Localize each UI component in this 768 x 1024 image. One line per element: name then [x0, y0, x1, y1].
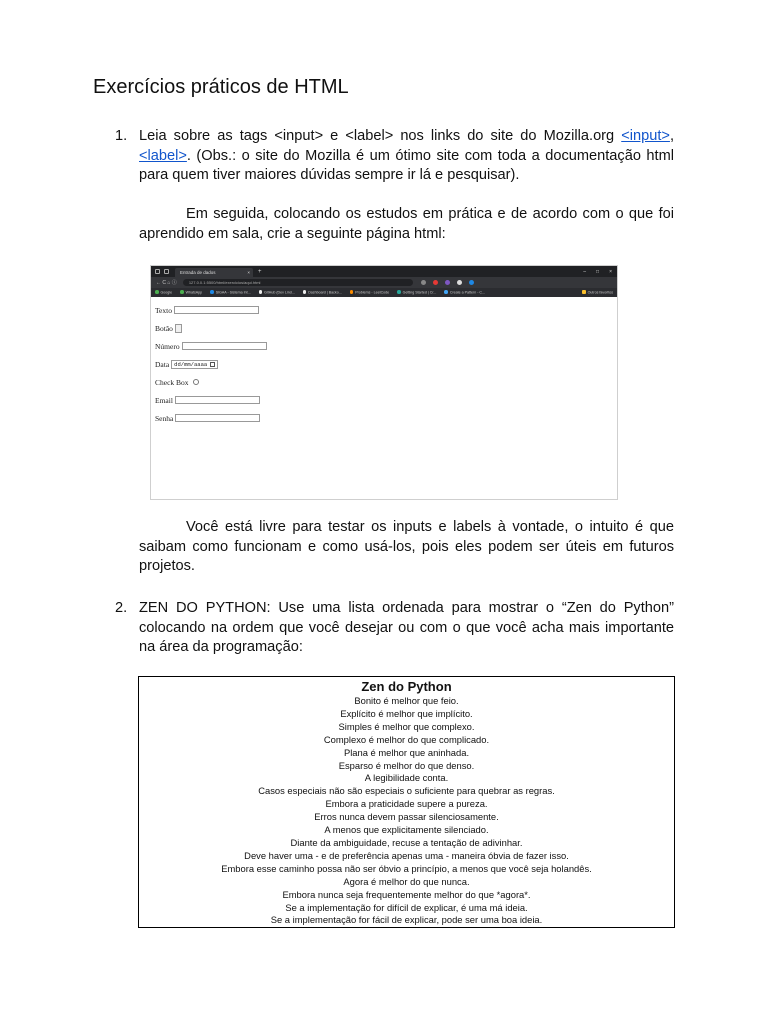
- form-row-checkbox: [155, 373, 613, 391]
- bookmark-icon: [210, 290, 214, 294]
- extension-icon: [433, 280, 438, 285]
- zen-of-python-box: [138, 676, 675, 928]
- tab-list-icon: [164, 269, 169, 274]
- folder-icon: [582, 290, 586, 294]
- form-row-email: [155, 391, 613, 409]
- zen-line: Agora é melhor do que nunca.: [343, 875, 470, 887]
- list-item-1: [115, 127, 674, 244]
- bookmark-icon: [397, 290, 401, 294]
- button-preview: [175, 324, 182, 333]
- bookmark-item: [155, 290, 172, 295]
- bookmark-label: WhatsApp: [185, 290, 203, 295]
- url-field: [183, 279, 413, 286]
- new-tab-icon: +: [258, 268, 262, 275]
- tab-close-icon: ×: [247, 270, 250, 275]
- bookmark-item: [397, 290, 436, 295]
- checkbox-preview: [193, 379, 199, 385]
- browser-tab: [175, 268, 253, 277]
- label-numero: Número: [155, 341, 180, 351]
- bookmark-item: [180, 290, 202, 295]
- bookmark-label: GitHub (Dev Lind...: [264, 290, 295, 295]
- label-checkbox: Check Box: [155, 377, 189, 387]
- list-item-2: [115, 599, 674, 658]
- zen-title: Zen do Python: [361, 679, 452, 694]
- date-input-preview: [171, 360, 218, 369]
- bookmark-icon: [444, 290, 448, 294]
- bookmark-item: [259, 290, 295, 295]
- extension-icon: [445, 280, 450, 285]
- close-icon: ×: [609, 268, 612, 275]
- example-form: [151, 297, 617, 431]
- zen-line: Esparso é melhor do que denso.: [338, 759, 475, 771]
- zen-line: Diante da ambiguidade, recuse a tentação de adivinhar.: [290, 836, 523, 848]
- form-row-texto: [155, 301, 613, 319]
- zen-line: Explícito é melhor que implícito.: [340, 707, 473, 719]
- paragraph-zen-instructions: ZEN DO PYTHON: Use uma lista ordenada para mostrar o “Zen do Python” colocando na ordem que você desejar ou com o que você acha mais importante na área da programação:: [139, 600, 674, 655]
- form-row-senha: [155, 409, 613, 427]
- email-input-preview: [175, 396, 260, 404]
- maximize-icon: □: [596, 268, 600, 275]
- intro-text: Leia sobre as tags <input> e <label> nos links do site do Mozilla.org: [139, 128, 622, 144]
- browser-address-bar: [151, 277, 617, 288]
- label-data: Data: [155, 359, 170, 369]
- input-link[interactable]: <input>: [621, 128, 670, 144]
- zen-line: Se a implementação for difícil de explicar, é uma má ideia.: [285, 901, 528, 913]
- bookmark-item: [303, 290, 342, 295]
- window-controls: [583, 269, 612, 275]
- form-row-numero: [155, 337, 613, 355]
- zen-line: A legibilidade conta.: [364, 772, 449, 784]
- zen-line: Bonito é melhor que feio.: [354, 695, 459, 706]
- bookmark-label: Create a Pattern - C...: [449, 290, 486, 295]
- form-row-botao: [155, 319, 613, 337]
- zen-line: Erros nunca devem passar silenciosamente.: [314, 811, 499, 823]
- label-email: Email: [155, 395, 173, 405]
- zen-line: Embora esse caminho possa não ser óbvio a princípio, a menos que você seja holandês.: [221, 862, 592, 874]
- browser-tab-bar: [151, 266, 617, 277]
- bookmark-item: [210, 290, 250, 295]
- url-text: 127.0.0.1:5500/html/exercicios/aqui.html: [188, 280, 261, 285]
- zen-line: Embora nunca seja frequentemente melhor do que *agora*.: [282, 888, 531, 900]
- zen-line: Embora a praticidade supere a pureza.: [325, 798, 488, 810]
- bookmark-label: SIGAA - Sistema Int...: [215, 290, 251, 295]
- list-item-1-continued: [115, 518, 674, 577]
- password-input-preview: [175, 414, 260, 422]
- bookmark-icon: [180, 290, 184, 294]
- browser-menu-icon: [155, 269, 160, 274]
- zen-line: Se a implementação for fácil de explicar, pode ser uma boa ideia.: [270, 914, 543, 926]
- list-number: 2.: [115, 600, 128, 616]
- extension-icon: [421, 280, 426, 285]
- bookmark-label: Problems - LeetCode: [355, 290, 390, 295]
- zen-line: Casos especiais não são especiais o suficiente para quebrar as regras.: [258, 785, 555, 797]
- date-placeholder: dd/mm/aaaa: [174, 360, 208, 368]
- list-item-body: [139, 599, 674, 658]
- extension-icon: [457, 280, 462, 285]
- bookmarks-bar: [151, 288, 617, 297]
- bookmark-icon: [303, 290, 307, 294]
- bookmark-folder: [582, 290, 613, 295]
- text-input-preview: [174, 306, 259, 314]
- label-senha: Senha: [155, 413, 174, 423]
- tab-title: Entrada de dados: [180, 270, 216, 275]
- paragraph-intro: [139, 127, 674, 186]
- bookmark-label: Getting Started | Cr...: [402, 290, 437, 295]
- extension-icons: [421, 280, 474, 285]
- label-link[interactable]: <label>: [139, 147, 187, 164]
- page-title: Exercícios práticos de HTML: [93, 76, 349, 98]
- bookmark-label: Dashboard | Backo...: [308, 290, 342, 295]
- calendar-icon: [210, 362, 215, 367]
- bookmark-item: [444, 290, 485, 295]
- bookmark-item: [350, 290, 389, 295]
- label-botao: Botão: [155, 323, 173, 333]
- bookmark-icon: [155, 290, 159, 294]
- comma-text: ,: [669, 128, 674, 144]
- intro-text-after: . (Obs.: o site do Mozilla é um ótimo site com toda a documentação html para quem tiver maiores dúvidas sempre ir lá e pesquisar).: [139, 147, 674, 183]
- bookmark-icon: [350, 290, 354, 294]
- zen-line: Plana é melhor que aninhada.: [343, 746, 470, 758]
- form-row-data: [155, 355, 613, 373]
- bookmark-label: Google: [160, 290, 173, 295]
- extension-icon: [469, 280, 474, 285]
- zen-line: Complexo é melhor do que complicado.: [323, 733, 490, 745]
- list-item-body: [139, 127, 674, 244]
- zen-line: Deve haver uma - e de preferência apenas uma - maneira óbvia de fazer isso.: [244, 849, 569, 861]
- number-input-preview: [182, 342, 267, 350]
- bookmark-icon: [259, 290, 263, 294]
- list-item-body: [139, 518, 674, 577]
- bookmark-folder-label: Outros favoritos: [587, 290, 613, 295]
- list-number: 1.: [115, 128, 128, 144]
- browser-screenshot: [150, 265, 618, 500]
- zen-line: A menos que explicitamente silenciado.: [324, 824, 489, 836]
- paragraph-freedom: Você está livre para testar os inputs e labels à vontade, o intuito é que saibam como funcionam e como usá-los, pois eles podem ser úteis em futuros projetos.: [139, 519, 674, 574]
- zen-line: Simples é melhor que complexo.: [338, 720, 475, 732]
- nav-buttons-icon: ← C ⌂ ⓘ: [156, 280, 177, 286]
- label-texto: Texto: [155, 305, 172, 315]
- minimize-icon: –: [583, 268, 587, 275]
- paragraph-instructions: Em seguida, colocando os estudos em prática e de acordo com o que foi aprendido em sala, crie a seguinte página html:: [139, 206, 674, 242]
